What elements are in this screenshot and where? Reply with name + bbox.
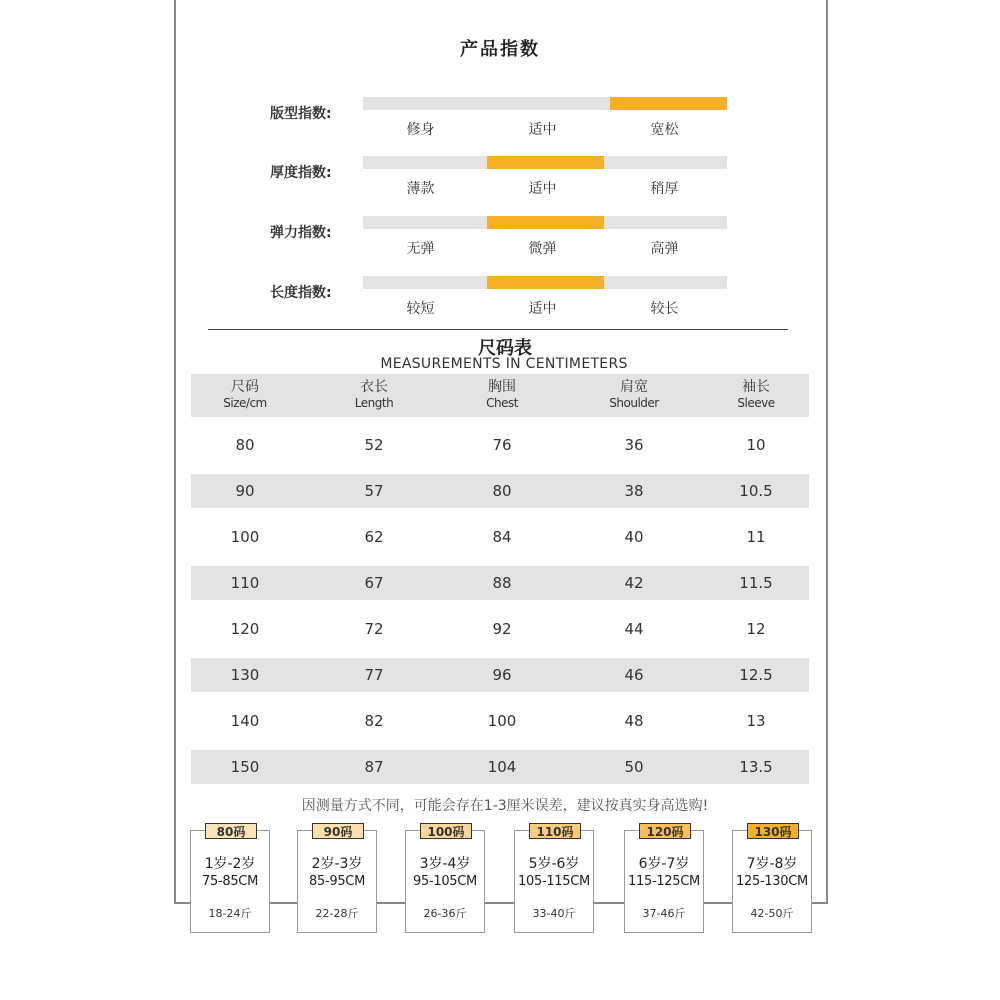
table-cell: 80 (235, 436, 255, 454)
height-range: 115-125CM (628, 874, 700, 889)
age-range: 5岁-6岁 (528, 856, 580, 872)
index-option: 较短 (406, 301, 435, 317)
table-cell: 140 (230, 712, 260, 730)
table-cell: 50 (624, 758, 644, 776)
table-cell: 40 (624, 528, 644, 546)
table-cell: 96 (492, 666, 512, 684)
header-label-zh: 尺码 (231, 379, 259, 395)
table-cell: 11.5 (739, 574, 773, 592)
table-cell: 88 (492, 574, 512, 592)
index-option: 适中 (528, 181, 557, 197)
index-option: 稍厚 (650, 181, 679, 197)
index-option: 高弹 (650, 241, 679, 257)
table-cell: 110 (230, 574, 260, 592)
table-header-cell (314, 379, 434, 411)
table-cell: 100 (487, 712, 517, 730)
age-range: 1岁-2岁 (204, 856, 256, 872)
weight-range: 42-50斤 (750, 907, 794, 920)
table-cell: 10 (746, 436, 766, 454)
table-cell: 46 (624, 666, 644, 684)
table-row (191, 566, 809, 600)
index-option: 适中 (528, 301, 557, 317)
header-label-en: Size/cm (223, 396, 267, 410)
page-title: 产品指数 (460, 39, 540, 60)
size-card (405, 825, 485, 933)
header-label-en: Length (354, 396, 394, 410)
index-label: 长度指数: (270, 285, 332, 301)
index-row (0, 156, 1000, 206)
table-cell: 11 (746, 528, 766, 546)
size-tag: 90码 (312, 823, 364, 839)
header-label-zh: 胸围 (488, 379, 516, 395)
index-row (0, 216, 1000, 266)
table-cell: 12.5 (739, 666, 773, 684)
table-row (191, 658, 809, 692)
measurement-note: 因测量方式不同，可能会存在1-3厘米误差，建议按真实身高选购! (301, 798, 709, 814)
table-cell: 13.5 (739, 758, 773, 776)
table-cell: 44 (624, 620, 644, 638)
index-label: 厚度指数: (270, 165, 332, 181)
size-card (514, 825, 594, 933)
table-row (191, 428, 809, 462)
table-cell: 130 (230, 666, 260, 684)
header-label-zh: 肩宽 (620, 379, 648, 395)
table-cell: 36 (624, 436, 644, 454)
weight-range: 22-28斤 (315, 907, 359, 920)
table-cell: 104 (487, 758, 517, 776)
table-cell: 42 (624, 574, 644, 592)
table-cell: 120 (230, 620, 260, 638)
index-option: 微弹 (528, 241, 557, 257)
table-cell: 80 (492, 482, 512, 500)
table-cell: 84 (492, 528, 512, 546)
table-row (191, 750, 809, 784)
table-row (191, 474, 809, 508)
table-header-cell (574, 379, 694, 411)
table-header-cell (696, 379, 816, 411)
table-cell: 92 (492, 620, 512, 638)
table-cell: 82 (364, 712, 384, 730)
size-table-header (191, 374, 809, 417)
header-label-en: Chest (486, 396, 518, 410)
table-cell: 90 (235, 482, 255, 500)
index-label: 版型指数: (270, 106, 332, 122)
table-header-cell (442, 379, 562, 411)
index-option: 无弹 (406, 241, 435, 257)
header-label-zh: 袖长 (742, 379, 770, 395)
table-row (191, 612, 809, 646)
table-cell: 100 (230, 528, 260, 546)
table-cell: 52 (364, 436, 384, 454)
table-header-cell (185, 379, 305, 411)
size-tag: 110码 (529, 823, 581, 839)
size-tag: 80码 (205, 823, 257, 839)
index-bar (363, 156, 727, 169)
index-level-marker (610, 97, 727, 110)
height-range: 125-130CM (736, 874, 808, 889)
height-range: 105-115CM (518, 874, 590, 889)
table-row (191, 704, 809, 738)
index-option: 薄款 (406, 181, 435, 197)
table-cell: 48 (624, 712, 644, 730)
index-level-marker (487, 156, 604, 169)
size-card (624, 825, 704, 933)
size-card (732, 825, 812, 933)
height-range: 85-95CM (309, 874, 365, 889)
table-cell: 57 (364, 482, 384, 500)
weight-range: 33-40斤 (532, 907, 576, 920)
weight-range: 37-46斤 (642, 907, 686, 920)
table-row (191, 520, 809, 554)
table-cell: 77 (364, 666, 384, 684)
index-level-marker (487, 276, 604, 289)
table-cell: 12 (746, 620, 766, 638)
table-cell: 76 (492, 436, 512, 454)
index-bar (363, 97, 727, 110)
table-cell: 38 (624, 482, 644, 500)
index-option: 适中 (528, 122, 557, 138)
table-cell: 87 (364, 758, 384, 776)
index-bar (363, 276, 727, 289)
age-range: 2岁-3岁 (311, 856, 363, 872)
index-bar (363, 216, 727, 229)
header-label-zh: 衣长 (360, 379, 388, 395)
table-cell: 13 (746, 712, 766, 730)
table-cell: 150 (230, 758, 260, 776)
index-row (0, 97, 1000, 147)
index-option: 较长 (650, 301, 679, 317)
header-label-en: Shoulder (609, 396, 659, 410)
size-tag: 120码 (639, 823, 691, 839)
weight-range: 26-36斤 (423, 907, 467, 920)
age-range: 7岁-8岁 (746, 856, 798, 872)
table-cell: 67 (364, 574, 384, 592)
age-range: 6岁-7岁 (638, 856, 690, 872)
weight-range: 18-24斤 (208, 907, 252, 920)
height-range: 95-105CM (413, 874, 477, 889)
table-cell: 72 (364, 620, 384, 638)
index-row (0, 276, 1000, 326)
size-card (190, 825, 270, 933)
size-chart-title: 尺码表 (478, 338, 532, 359)
index-label: 弹力指数: (270, 225, 332, 241)
section-divider (208, 329, 788, 330)
height-range: 75-85CM (202, 874, 258, 889)
size-tag: 130码 (747, 823, 799, 839)
size-card (297, 825, 377, 933)
table-cell: 10.5 (739, 482, 773, 500)
table-cell: 62 (364, 528, 384, 546)
index-option: 修身 (406, 122, 435, 138)
age-range: 3岁-4岁 (419, 856, 471, 872)
index-level-marker (487, 216, 604, 229)
index-option: 宽松 (650, 122, 679, 138)
size-tag: 100码 (420, 823, 472, 839)
size-chart-subtitle: MEASUREMENTS IN CENTIMETERS (380, 356, 628, 372)
header-label-en: Sleeve (737, 396, 775, 410)
